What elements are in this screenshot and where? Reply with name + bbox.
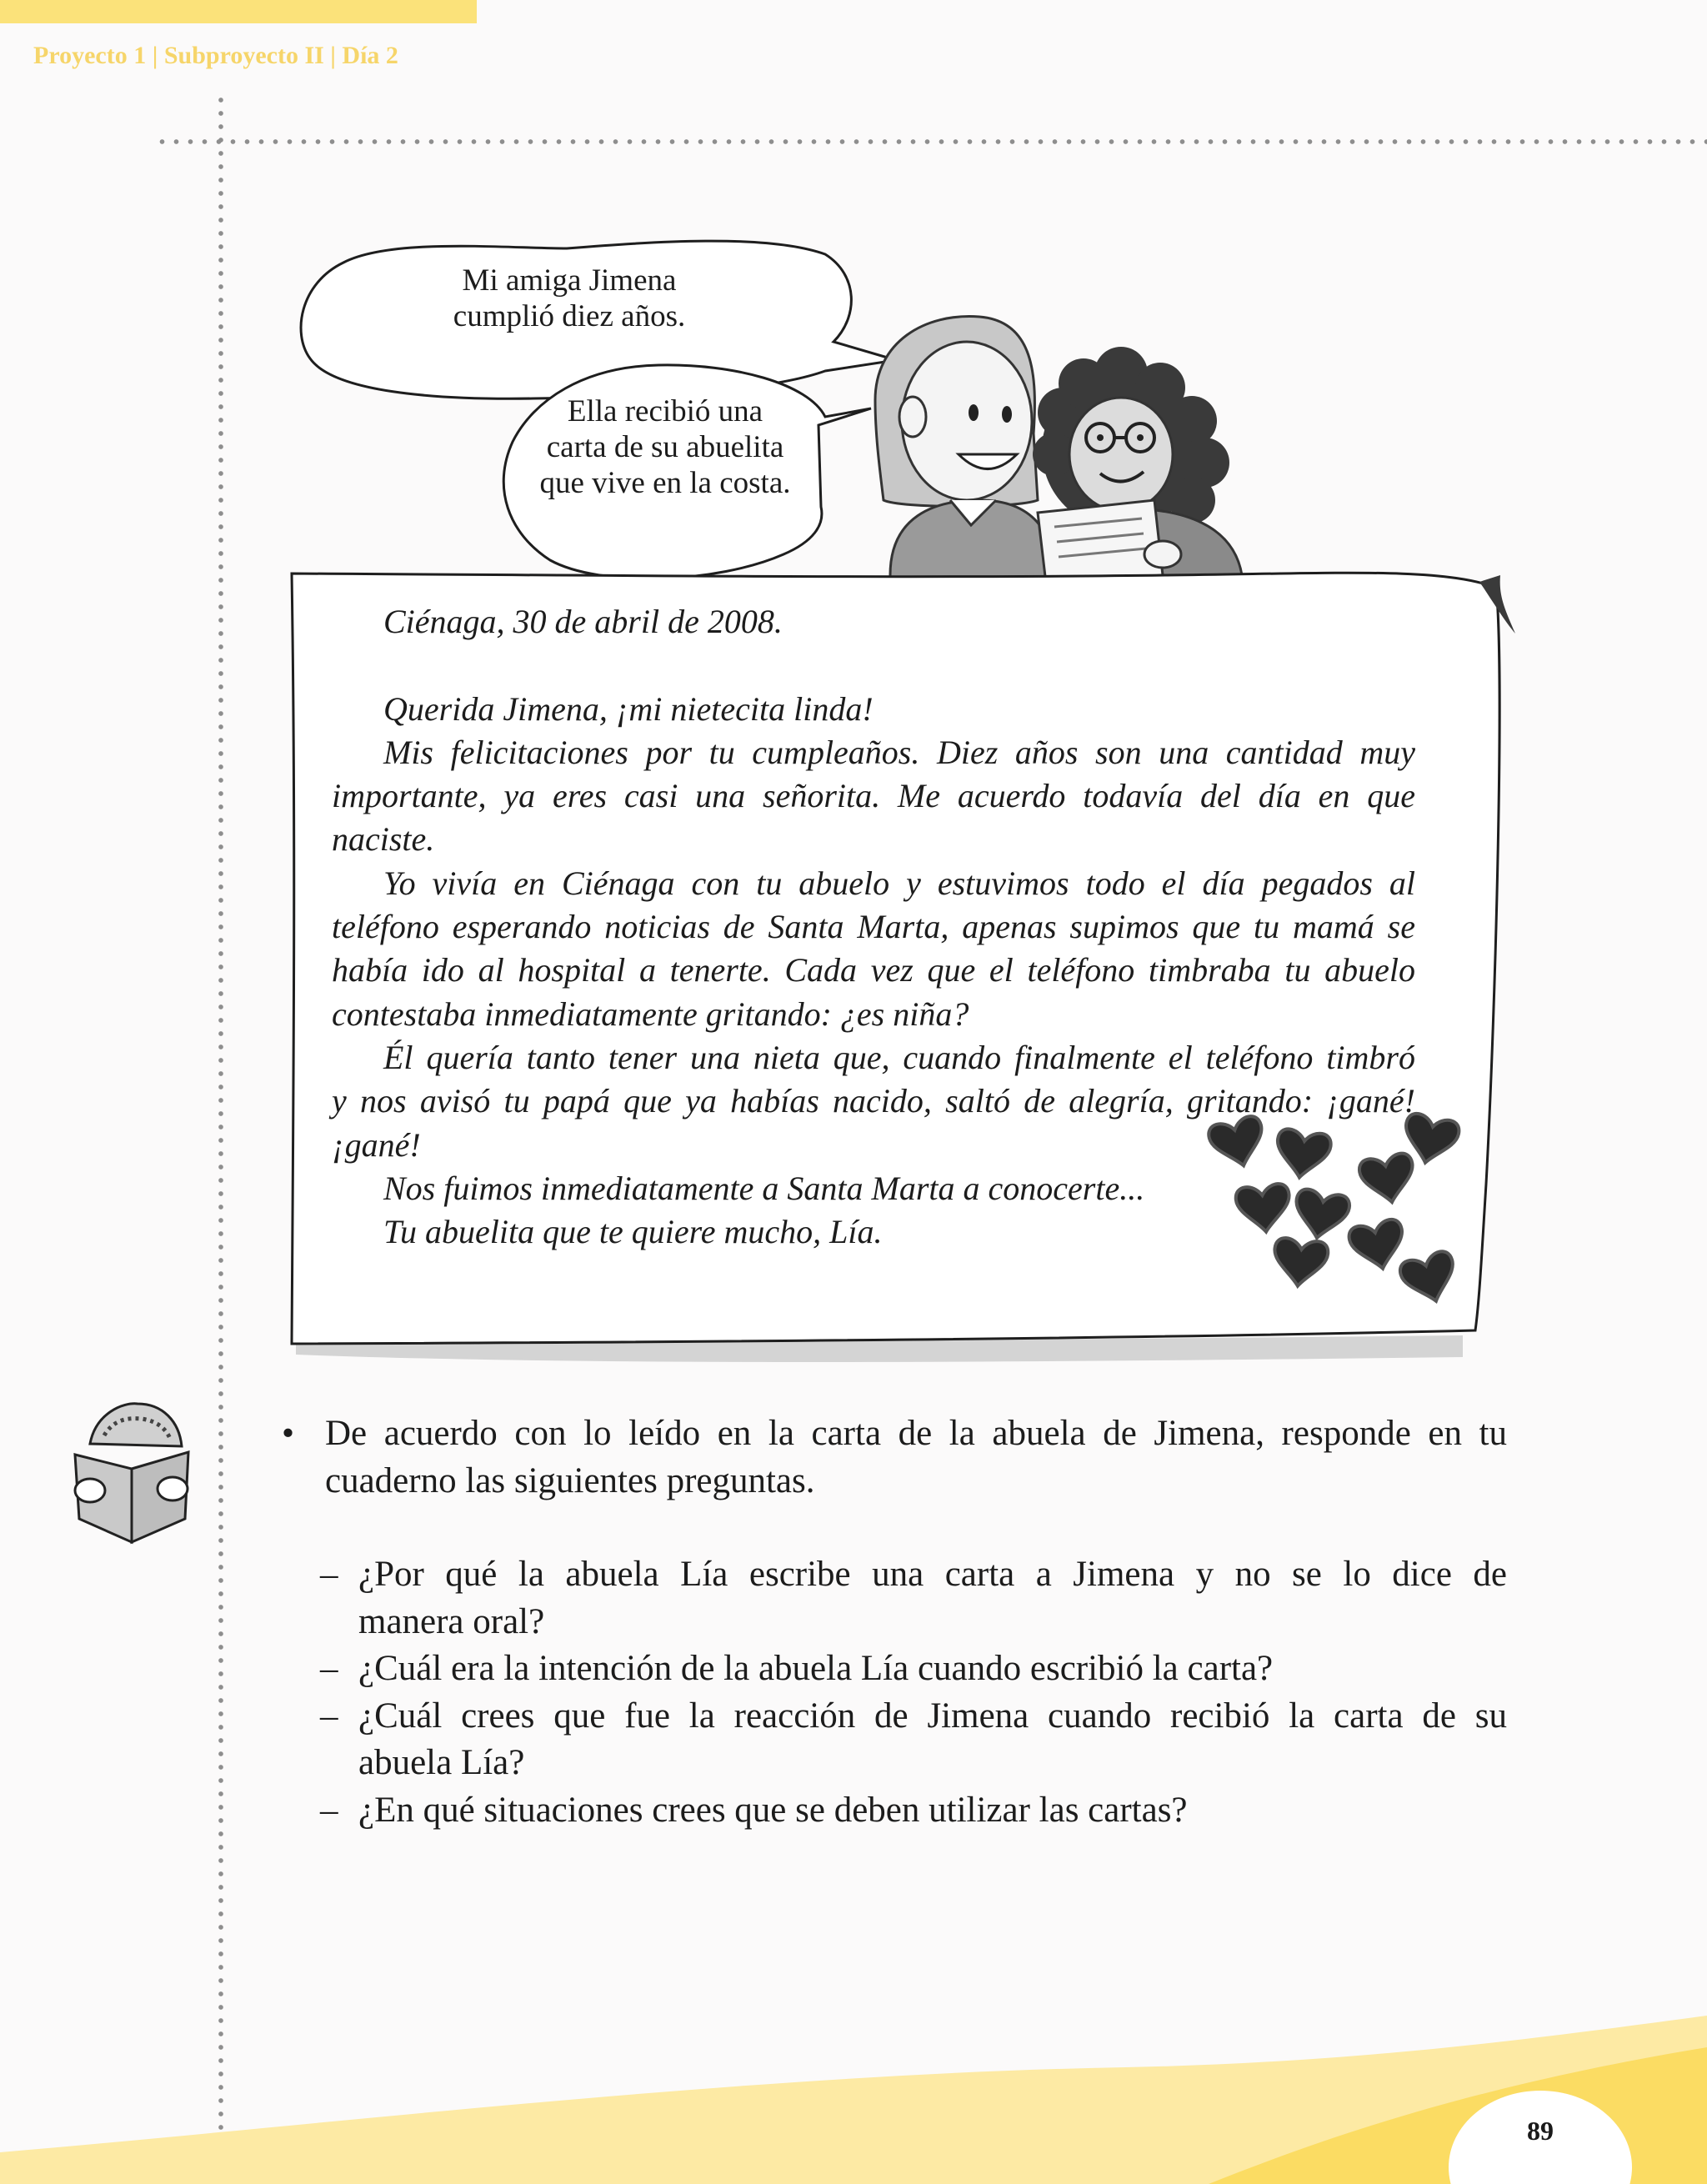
bubble-2-line: que vive en la costa. (539, 466, 791, 500)
girls-illustration (875, 317, 1242, 584)
letter-line: importante, ya eres casi una señorita. Me acuerdo todavía del día en que (332, 777, 1415, 815)
letter-line: Mis felicitaciones por tu cumpleaños. Diez años son una cantidad muy (383, 733, 1415, 771)
instruction-line: De acuerdo con lo leído en la carta de la abuela de Jimena, responde en tu (325, 1414, 1507, 1453)
question-line: ¿Por qué la abuela Lía escribe una carta a Jimena y no se lo dice de (358, 1555, 1507, 1594)
question-item (320, 1551, 1507, 1646)
letter-line: ¡gané! (332, 1125, 421, 1164)
instruction-item (282, 1410, 1507, 1505)
dash-mark: – (320, 1696, 338, 1736)
letter-line: había ido al hospital a tenerte. Cada vez que el teléfono timbraba tu abuelo (332, 951, 1415, 989)
letter-line: Nos fuimos inmediatamente a Santa Marta a conocerte... (383, 1169, 1145, 1207)
letter-line: Yo vivía en Ciénaga con tu abuelo y estuvimos todo el día pegados al (383, 864, 1415, 902)
letter-line: contestaba inmediatamente gritando: ¿es niña? (332, 994, 969, 1033)
dash-mark: – (320, 1649, 338, 1688)
question-item (320, 1646, 1507, 1693)
bullet-mark: • (282, 1414, 295, 1453)
question-line: ¿Cuál crees que fue la reacción de Jimena cuando recibió la carta de su (358, 1696, 1507, 1736)
speech-bubble-1-text (407, 263, 732, 334)
bubble-2-line: carta de su abuelita (546, 430, 784, 464)
letter-spacer (332, 644, 1415, 687)
letter-line: teléfono esperando noticias de Santa Marta, apenas supimos que tu mamá se (332, 908, 1415, 946)
letter-line: Él quería tanto tener una nieta que, cuando finalmente el teléfono timbró (383, 1038, 1415, 1076)
questions-list (282, 1551, 1507, 1834)
page-number: 89 (1527, 2116, 1554, 2146)
question-line: abuela Lía? (358, 1743, 525, 1782)
dash-mark: – (320, 1790, 338, 1830)
instruction-line: cuaderno las siguientes preguntas. (325, 1460, 815, 1500)
reading-child-icon (75, 1404, 188, 1542)
letter-text (332, 600, 1415, 1254)
bubble-2-line: Ella recibió una (567, 394, 763, 428)
bubble-1-line: cumplió diez años. (453, 299, 686, 333)
activity-section (282, 1410, 1507, 1834)
letter-place-date: Ciénaga, 30 de abril de 2008. (383, 603, 783, 640)
question-item (320, 1787, 1507, 1835)
letter-greeting: Querida Jimena, ¡mi nietecita linda! (383, 689, 874, 728)
bubble-1-line: Mi amiga Jimena (462, 263, 677, 298)
question-line: ¿En qué situaciones crees que se deben utilizar las cartas? (358, 1790, 1188, 1830)
breadcrumb: Proyecto 1 | Subproyecto II | Día 2 (33, 42, 398, 69)
speech-bubble-2-text (498, 393, 832, 501)
question-line: manera oral? (358, 1601, 545, 1641)
letter-line: y nos avisó tu papá que ya habías nacido, saltó de alegría, gritando: ¡gané! (332, 1082, 1415, 1120)
question-item (320, 1693, 1507, 1787)
letter-signature: Tu abuelita que te quiere mucho, Lía. (383, 1213, 883, 1251)
question-line: ¿Cuál era la intención de la abuela Lía cuando escribió la carta? (358, 1649, 1274, 1688)
letter-line: naciste. (332, 820, 435, 859)
dash-mark: – (320, 1555, 338, 1594)
